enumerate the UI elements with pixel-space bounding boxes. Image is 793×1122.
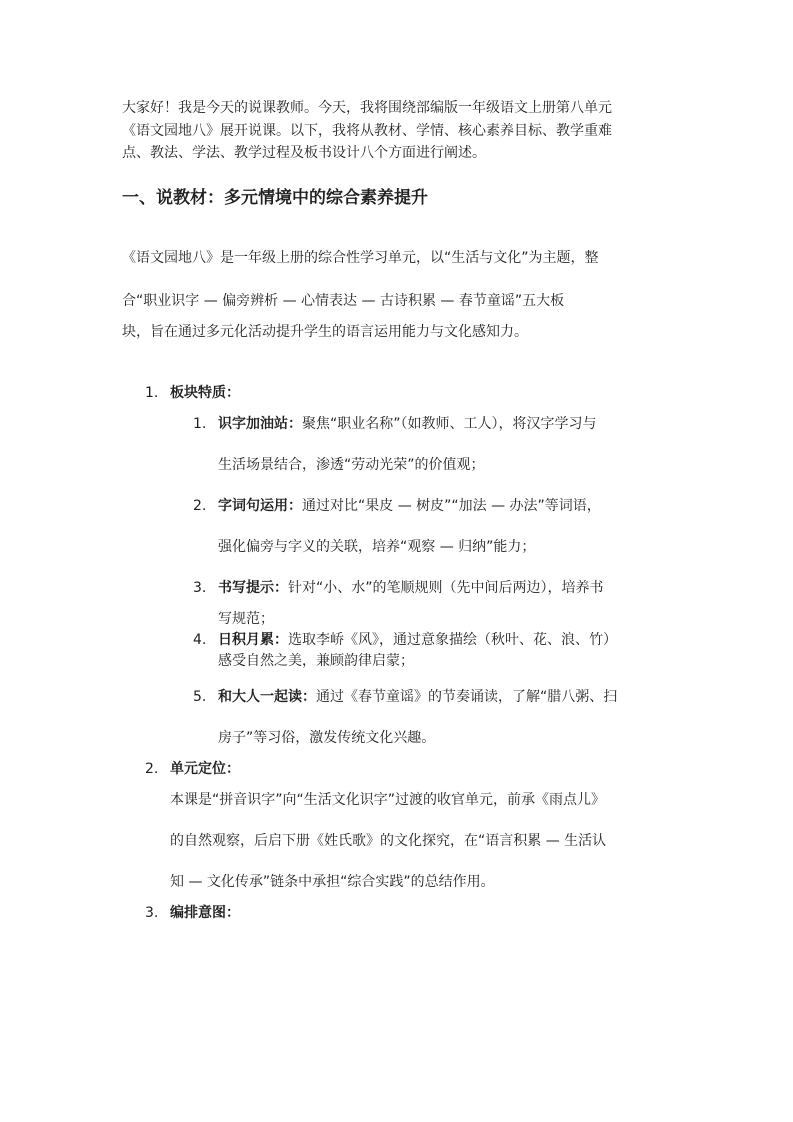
sublist-item-line xyxy=(218,578,604,598)
sublist-item-number: 3. xyxy=(193,580,207,596)
section-para-line-3: 块，旨在通过多元化活动提升学生的语言运用能力与文化感知力。 xyxy=(122,324,528,340)
section-heading: 一、说教材：多元情境中的综合素养提升 xyxy=(122,188,428,208)
list-item-title: 编排意图： xyxy=(170,905,240,921)
intro-line-3: 点、教法、学法、教学过程及板书设计八个方面进行阐述。 xyxy=(122,145,486,161)
sublist-item-line xyxy=(218,414,597,434)
sublist-item-line xyxy=(218,630,617,650)
sublist-item-number: 1. xyxy=(193,416,207,432)
section-para-line-2: 合“职业识字 — 偏旁辨析 — 心情表达 — 古诗积累 — 春节童谣”五大板 xyxy=(122,293,565,309)
intro-line-2: 《语文园地八》展开说课。以下，我将从教材、学情、核心素养目标、教学重难 xyxy=(122,123,612,139)
list-item-number: 3. xyxy=(145,905,159,921)
sublist-item-continuation: 房子”等习俗，激发传统文化兴趣。 xyxy=(218,730,436,746)
sublist-item-number: 4. xyxy=(193,632,207,648)
list-item-title: 板块特质： xyxy=(170,385,240,401)
sublist-item-number: 2. xyxy=(193,498,207,514)
sublist-item-text: 聚焦“职业名称”（如教师、工人），将汉字学习与 xyxy=(302,416,597,432)
intro-line-1: 大家好！我是今天的说课教师。今天，我将围绕部编版一年级语文上册第八单元 xyxy=(122,100,612,116)
sublist-item-line xyxy=(218,496,601,516)
sublist-item-number: 5. xyxy=(193,689,207,705)
section-para-line-1: 《语文园地八》是一年级上册的综合性学习单元，以“生活与文化”为主题，整 xyxy=(122,250,599,266)
sublist-item-title: 书写提示： xyxy=(218,580,288,596)
list-item-text-line-1: 本课是“拼音识字”向“生活文化识字”过渡的收官单元，前承《雨点儿》 xyxy=(170,792,606,808)
list-item-title: 单元定位： xyxy=(170,761,240,777)
sublist-item-text: 选取李峤《风》，通过意象描绘（秋叶、花、浪、竹） xyxy=(288,632,617,648)
sublist-item-continuation: 写规范； xyxy=(218,611,274,627)
sublist-item-title: 识字加油站： xyxy=(218,416,302,432)
sublist-item-continuation: 生活场景结合，渗透“劳动光荣”的价值观； xyxy=(218,457,485,473)
sublist-item-text: 针对“小、水”的笔顺规则（先中间后两边），培养书 xyxy=(288,580,604,596)
sublist-item-title: 日积月累： xyxy=(218,632,288,648)
sublist-item-text: 通过《春节童谣》的节奏诵读，了解“腊八粥、扫 xyxy=(316,689,618,705)
sublist-item-continuation: 感受自然之美，兼顾韵律启蒙； xyxy=(218,653,414,669)
list-item-number: 1. xyxy=(145,385,159,401)
sublist-item-title: 和大人一起读： xyxy=(218,689,316,705)
sublist-item-text: 通过对比“果皮 — 树皮”“加法 — 办法”等词语， xyxy=(302,498,601,514)
list-item-number: 2. xyxy=(145,761,159,777)
list-item-text-line-2: 的自然观察，后启下册《姓氏歌》的文化探究，在“语言积累 — 生活认 xyxy=(170,833,607,849)
sublist-item-title: 字词句运用： xyxy=(218,498,302,514)
sublist-item-line xyxy=(218,687,617,707)
sublist-item-continuation: 强化偏旁与字义的关联，培养“观察 — 归纳”能力； xyxy=(218,539,536,555)
list-item-text-line-3: 知 — 文化传承”链条中承担“综合实践”的总结作用。 xyxy=(170,874,495,890)
